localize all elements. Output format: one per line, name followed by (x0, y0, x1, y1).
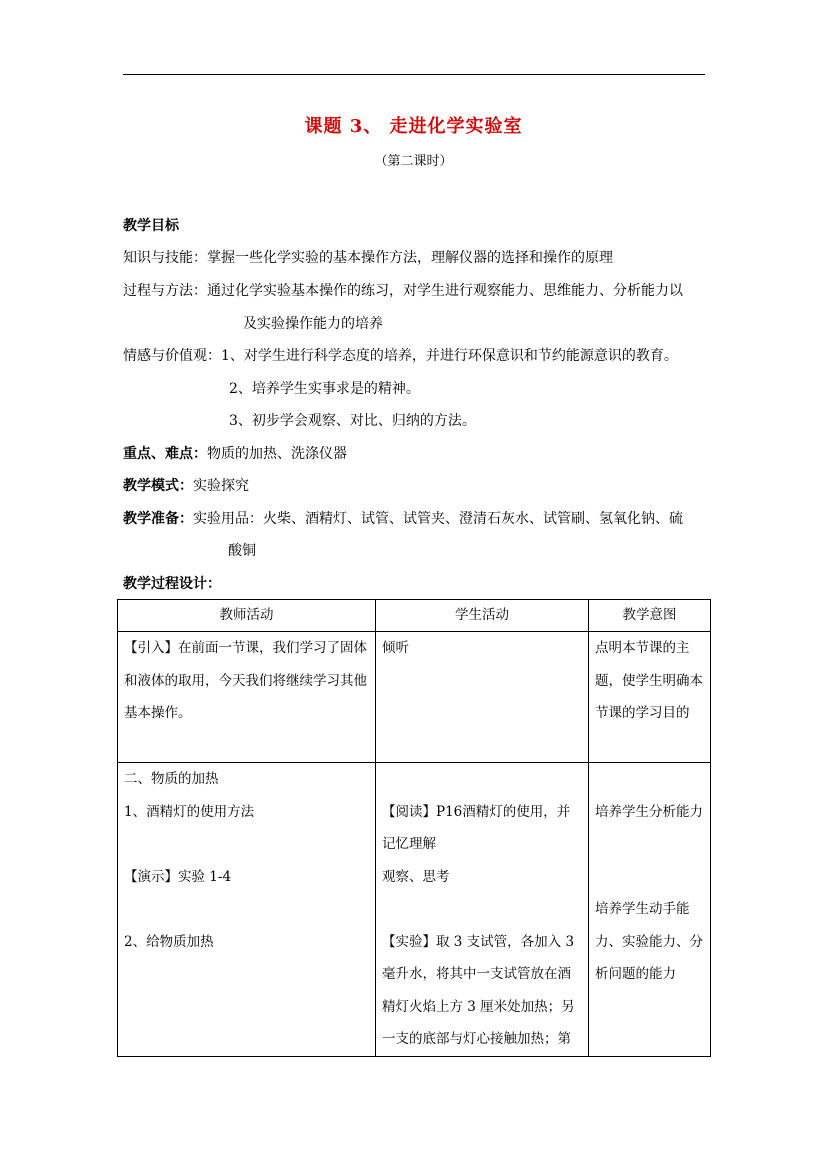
lesson-table (117, 599, 711, 1057)
objectives-heading: 教学目标 (123, 218, 179, 234)
mode-line (123, 475, 249, 495)
row2-student-line1: 【阅读】P16酒精灯的使用，并记忆理解 (382, 803, 571, 852)
table-row (118, 632, 711, 763)
row1-intent-cell: 点明本节课的主题，使学生明确本节课的学习目的 (595, 640, 703, 721)
objective-knowledge: 知识与技能：掌握一些化学实验的基本操作方法，理解仪器的选择和操作的原理 (123, 250, 613, 266)
design-heading: 教学过程设计： (123, 576, 221, 592)
column-header-student: 学生活动 (376, 600, 589, 632)
column-header-intent: 教学意图 (589, 600, 711, 632)
row2-teacher-line4: 2、给物质加热 (124, 933, 214, 950)
focus-label: 重点、难点： (123, 446, 207, 462)
mode-label: 教学模式： (123, 478, 193, 494)
objective-emotion-line1: 情感与价值观：1、对学生进行科学态度的培养，并进行环保意识和节约能源意识的教育。 (123, 348, 678, 364)
column-header-teacher: 教师活动 (118, 600, 376, 632)
table-row (118, 763, 711, 1057)
page-subtitle: （第二课时） (374, 154, 453, 169)
objective-process-line1: 过程与方法：通过化学实验基本操作的练习，对学生进行观察能力、思维能力、分析能力以 (123, 283, 683, 299)
row2-teacher-line1: 二、物质的加热 (124, 771, 219, 787)
objective-emotion-line2: 2、培养学生实事求是的精神。 (229, 381, 420, 397)
prep-line (123, 508, 683, 528)
focus-line (123, 443, 347, 463)
row2-student-line2: 观察、思考 (382, 868, 450, 885)
objective-emotion-line3: 3、初步学会观察、对比、归纳的方法。 (229, 413, 476, 429)
prep-value-line2: 酸铜 (228, 543, 256, 559)
page-title: 课题 3、 走进化学实验室 (304, 116, 523, 137)
mode-value: 实验探究 (193, 478, 249, 494)
row1-teacher-cell: 【引入】在前面一节课，我们学习了固体和液体的取用，今天我们将继续学习其他基本操作。 (124, 640, 367, 721)
prep-value-line1: 实验用品：火柴、酒精灯、试管、试管夹、澄清石灰水、试管刷、氢氧化钠、硫 (193, 511, 683, 527)
row2-student-line3: 【实验】取 3 支试管，各加入 3 毫升水，将其中一支试管放在酒精灯火焰上方 3 厘米处加热；另一支的底部与灯心接触加热；第 (382, 933, 575, 1047)
row2-teacher-line3: 【演示】实验 1-4 (124, 868, 232, 885)
row2-intent-line1: 培养学生分析能力 (595, 803, 703, 820)
header-rule (123, 74, 705, 75)
focus-value: 物质的加热、洗涤仪器 (207, 446, 347, 462)
prep-label: 教学准备： (123, 511, 193, 527)
row1-student-cell: 倾听 (382, 640, 409, 656)
row2-intent-line2: 培养学生动手能力、实验能力、分析问题的能力 (595, 901, 703, 982)
table-header-row (118, 600, 711, 632)
objective-process-line2: 及实验操作能力的培养 (243, 316, 383, 332)
row2-teacher-line2: 1、酒精灯的使用方法 (124, 803, 255, 820)
